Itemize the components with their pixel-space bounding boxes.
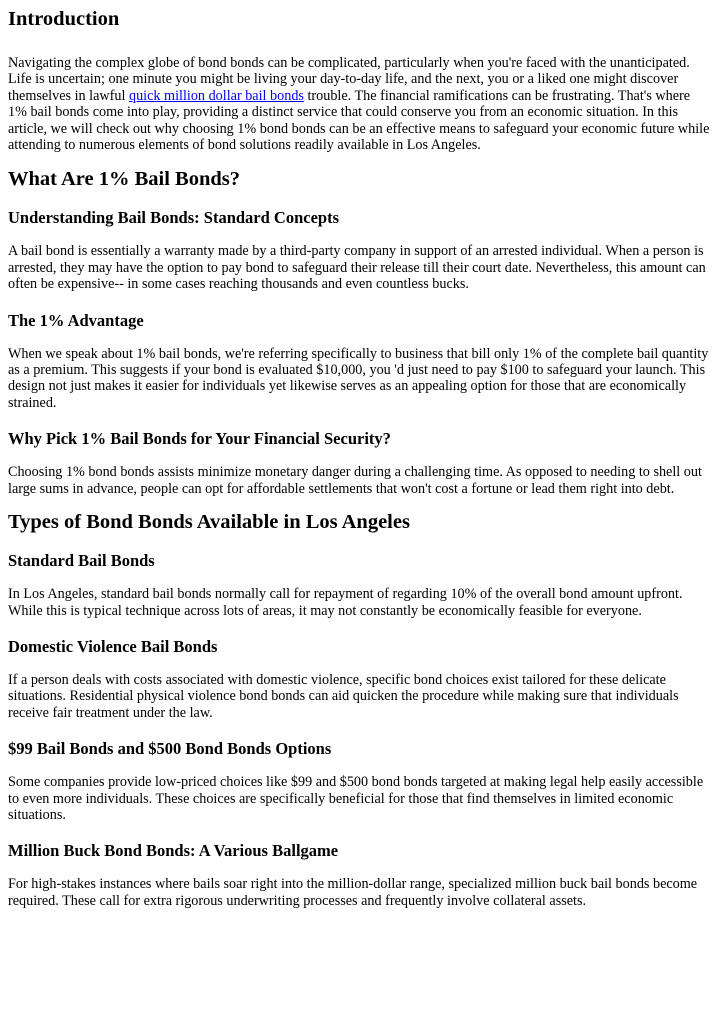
heading-what-are-bail-bonds: What Are 1% Bail Bonds?	[8, 168, 240, 191]
intro-text-after-link: trouble. The financial ramifications can be frustrating. That's where 1% bail bonds come into play, providing a distinct service that could conserve you from an economic situation. In this article, we will check out why choosing 1% bond bonds can be an effective means to safeguard your economic future while attending to numerous elements of bond solutions readily available in Los Angeles.	[8, 87, 710, 154]
heading-standard-bail-bonds: Standard Bail Bonds	[8, 551, 155, 571]
heading-types-of-bonds: Types of Bond Bonds Available in Los Angeles	[8, 511, 410, 534]
paragraph-standard-bail-bonds: In Los Angeles, standard bail bonds normally call for repayment of regarding 10% of the overall bond amount upfront. While this is typical technique across lots of areas, it may not constantly be economically feasible for everyone.	[8, 586, 683, 619]
intro-text-before-link: Navigating the complex globe of bond bonds can be complicated, particularly when you're faced with the unanticipated. Life is uncertain; one minute you might be living your day-to-day life, and the next, you or a liked one might discover themselves in lawful	[8, 55, 690, 104]
heading-why-pick: Why Pick 1% Bail Bonds for Your Financial Security?	[8, 429, 391, 449]
heading-million-buck-bonds: Million Buck Bond Bonds: A Various Ballgame	[8, 841, 339, 861]
heading-99-and-500-options: $99 Bail Bonds and $500 Bond Bonds Options	[8, 739, 332, 759]
heading-introduction: Introduction	[8, 8, 120, 30]
paragraph-understanding-bail-bonds: A bail bond is essentially a warranty made by a third-party company in support of an arrested individual. When a person is arrested, they may have the option to pay bond to safeguard their release till their court date. Nevertheless, this amount can often be expensive-- in some cases reaching thousands and even countless bucks.	[8, 243, 706, 293]
paragraph-million-buck-bonds: For high-stakes instances where bails soar right into the million-dollar range, specialized million buck bail bonds become required. These call for extra rigorous underwriting processes and frequently involve collateral assets.	[8, 876, 698, 909]
paragraph-one-percent-advantage: When we speak about 1% bail bonds, we're referring specifically to business that bill only 1% of the complete bail quantity as a premium. This suggests if your bond is evaluated $10,000, you 'd just need to pay $100 to safeguard your launch. This design not just makes it easier for individuals yet likewise serves as an appealing option for those that are economically strained.	[8, 345, 709, 411]
paragraph-introduction	[8, 55, 712, 153]
heading-one-percent-advantage: The 1% Advantage	[8, 310, 144, 330]
paragraph-99-and-500-options: Some companies provide low-priced choices like $99 and $500 bond bonds targeted at making legal help easily accessible to even more individuals. These choices are specifically beneficial for those that find themselves in limited economic situations.	[8, 774, 704, 823]
paragraph-why-pick: Choosing 1% bond bonds assists minimize monetary danger during a challenging time. As opposed to needing to shell out large sums in advance, people can opt for affordable settlements that won't cost a fortune or lead them right into debt.	[8, 464, 702, 497]
million-dollar-bail-bonds-link[interactable]: quick million dollar bail bonds	[128, 87, 304, 104]
paragraph-domestic-violence: If a person deals with costs associated with domestic violence, specific bond choices exist tailored for these delicate situations. Residential physical violence bond bonds can aid quicken the procedure while making sure that individuals receive fair treatment under the law.	[8, 671, 679, 721]
heading-understanding-bail-bonds: Understanding Bail Bonds: Standard Concepts	[8, 208, 339, 228]
heading-domestic-violence: Domestic Violence Bail Bonds	[8, 636, 218, 656]
